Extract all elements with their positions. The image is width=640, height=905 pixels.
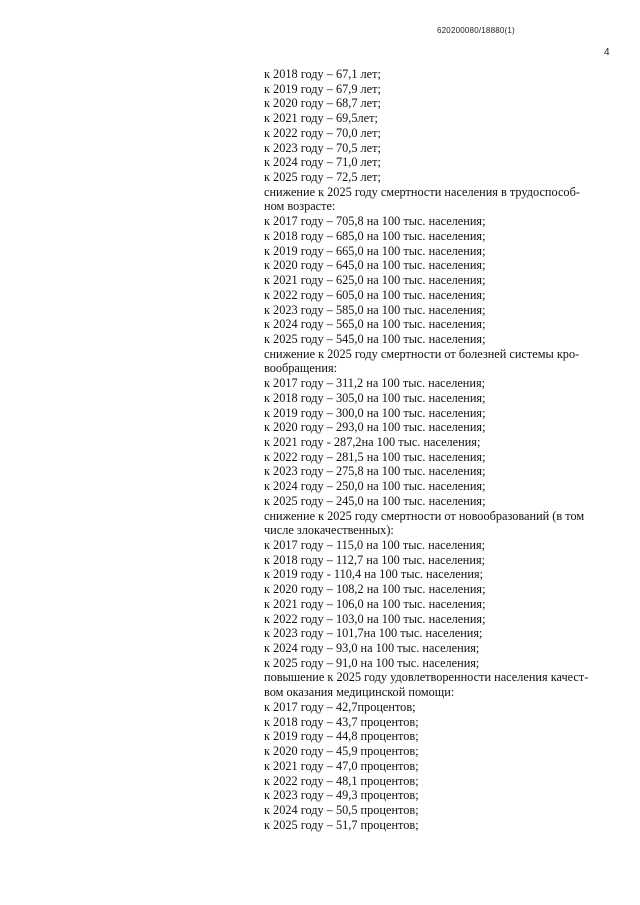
text-line: к 2021 году – 47,0 процентов; (264, 758, 419, 773)
text-line: к 2022 году – 605,0 на 100 тыс. населения; (264, 287, 486, 302)
text-line: к 2025 году – 245,0 на 100 тыс. населения; (264, 493, 486, 508)
text-line: к 2019 году – 44,8 процентов; (264, 729, 419, 744)
text-line: к 2020 году – 45,9 процентов; (264, 744, 419, 759)
text-line: к 2022 году – 103,0 на 100 тыс. населения; (264, 611, 486, 626)
text-line: к 2019 году – 300,0 на 100 тыс. населения; (264, 405, 486, 420)
text-line: к 2023 году – 275,8 на 100 тыс. населения; (264, 464, 486, 479)
text-line: к 2024 году – 93,0 на 100 тыс. населения; (264, 641, 480, 656)
text-line: к 2021 году – 625,0 на 100 тыс. населения; (264, 273, 486, 288)
text-line: повышение к 2025 году удовлетворенности населения качест- (264, 670, 589, 685)
text-line: к 2021 году – 106,0 на 100 тыс. населения; (264, 596, 486, 611)
text-line: к 2022 году – 70,0 лет; (264, 125, 381, 140)
text-line: снижение к 2025 году смертности от новообразований (в том (264, 508, 585, 523)
text-line: к 2018 году – 305,0 на 100 тыс. населения; (264, 390, 486, 405)
text-line: к 2017 году – 705,8 на 100 тыс. населения; (264, 214, 486, 229)
text-line: к 2025 году – 545,0 на 100 тыс. населения; (264, 331, 486, 346)
text-line: к 2020 году – 108,2 на 100 тыс. населения; (264, 582, 486, 597)
text-line: вообращения: (264, 361, 338, 376)
text-line: к 2018 году – 43,7 процентов; (264, 714, 419, 729)
text-line: к 2018 году – 685,0 на 100 тыс. населения; (264, 228, 486, 243)
text-line: к 2017 году – 311,2 на 100 тыс. населения; (264, 376, 486, 391)
text-line: к 2024 году – 565,0 на 100 тыс. населения; (264, 317, 486, 332)
document-id: 620200080/18880(1) (437, 26, 515, 35)
text-line: к 2023 году – 585,0 на 100 тыс. населения; (264, 302, 486, 317)
text-line: снижение к 2025 году смертности от болезней системы кро- (264, 346, 580, 361)
text-line: к 2024 году – 71,0 лет; (264, 155, 381, 170)
text-line: к 2024 году – 250,0 на 100 тыс. населения; (264, 479, 486, 494)
text-line: к 2020 году – 293,0 на 100 тыс. населения; (264, 420, 486, 435)
text-line: к 2023 году – 101,7на 100 тыс. населения; (264, 626, 483, 641)
text-line: снижение к 2025 году смертности населения в трудоспособ- (264, 184, 580, 199)
text-line: к 2019 году - 110,4 на 100 тыс. населения; (264, 567, 483, 582)
document-body (264, 67, 616, 832)
text-line: к 2021 году - 287,2на 100 тыс. населения; (264, 434, 481, 449)
text-line: к 2018 году – 112,7 на 100 тыс. населения; (264, 552, 486, 567)
page-number: 4 (604, 47, 610, 58)
text-line: к 2025 году – 51,7 процентов; (264, 817, 419, 832)
text-line: к 2019 году – 67,9 лет; (264, 81, 381, 96)
text-line: к 2019 году – 665,0 на 100 тыс. населения; (264, 243, 486, 258)
text-line: к 2020 году – 645,0 на 100 тыс. населения; (264, 258, 486, 273)
text-line: к 2018 году – 67,1 лет; (264, 67, 381, 81)
text-line: вом оказания медицинской помощи: (264, 685, 455, 700)
text-line: к 2025 году – 72,5 лет; (264, 170, 381, 185)
text-line: к 2017 году – 42,7процентов; (264, 699, 416, 714)
text-line: к 2025 году – 91,0 на 100 тыс. населения; (264, 655, 480, 670)
text-line: к 2022 году – 48,1 процентов; (264, 773, 419, 788)
text-line: к 2023 году – 70,5 лет; (264, 140, 381, 155)
text-line: ном возрасте: (264, 199, 336, 214)
text-line: к 2024 году – 50,5 процентов; (264, 802, 419, 817)
text-line: к 2017 году – 115,0 на 100 тыс. населения; (264, 538, 486, 552)
text-line: к 2021 году – 69,5лет; (264, 111, 378, 126)
text-line: к 2023 году – 49,3 процентов; (264, 788, 419, 803)
text-line: к 2020 году – 68,7 лет; (264, 96, 381, 111)
text-line: числе злокачественных): (264, 523, 394, 538)
text-line: к 2022 году – 281,5 на 100 тыс. населения; (264, 449, 486, 464)
